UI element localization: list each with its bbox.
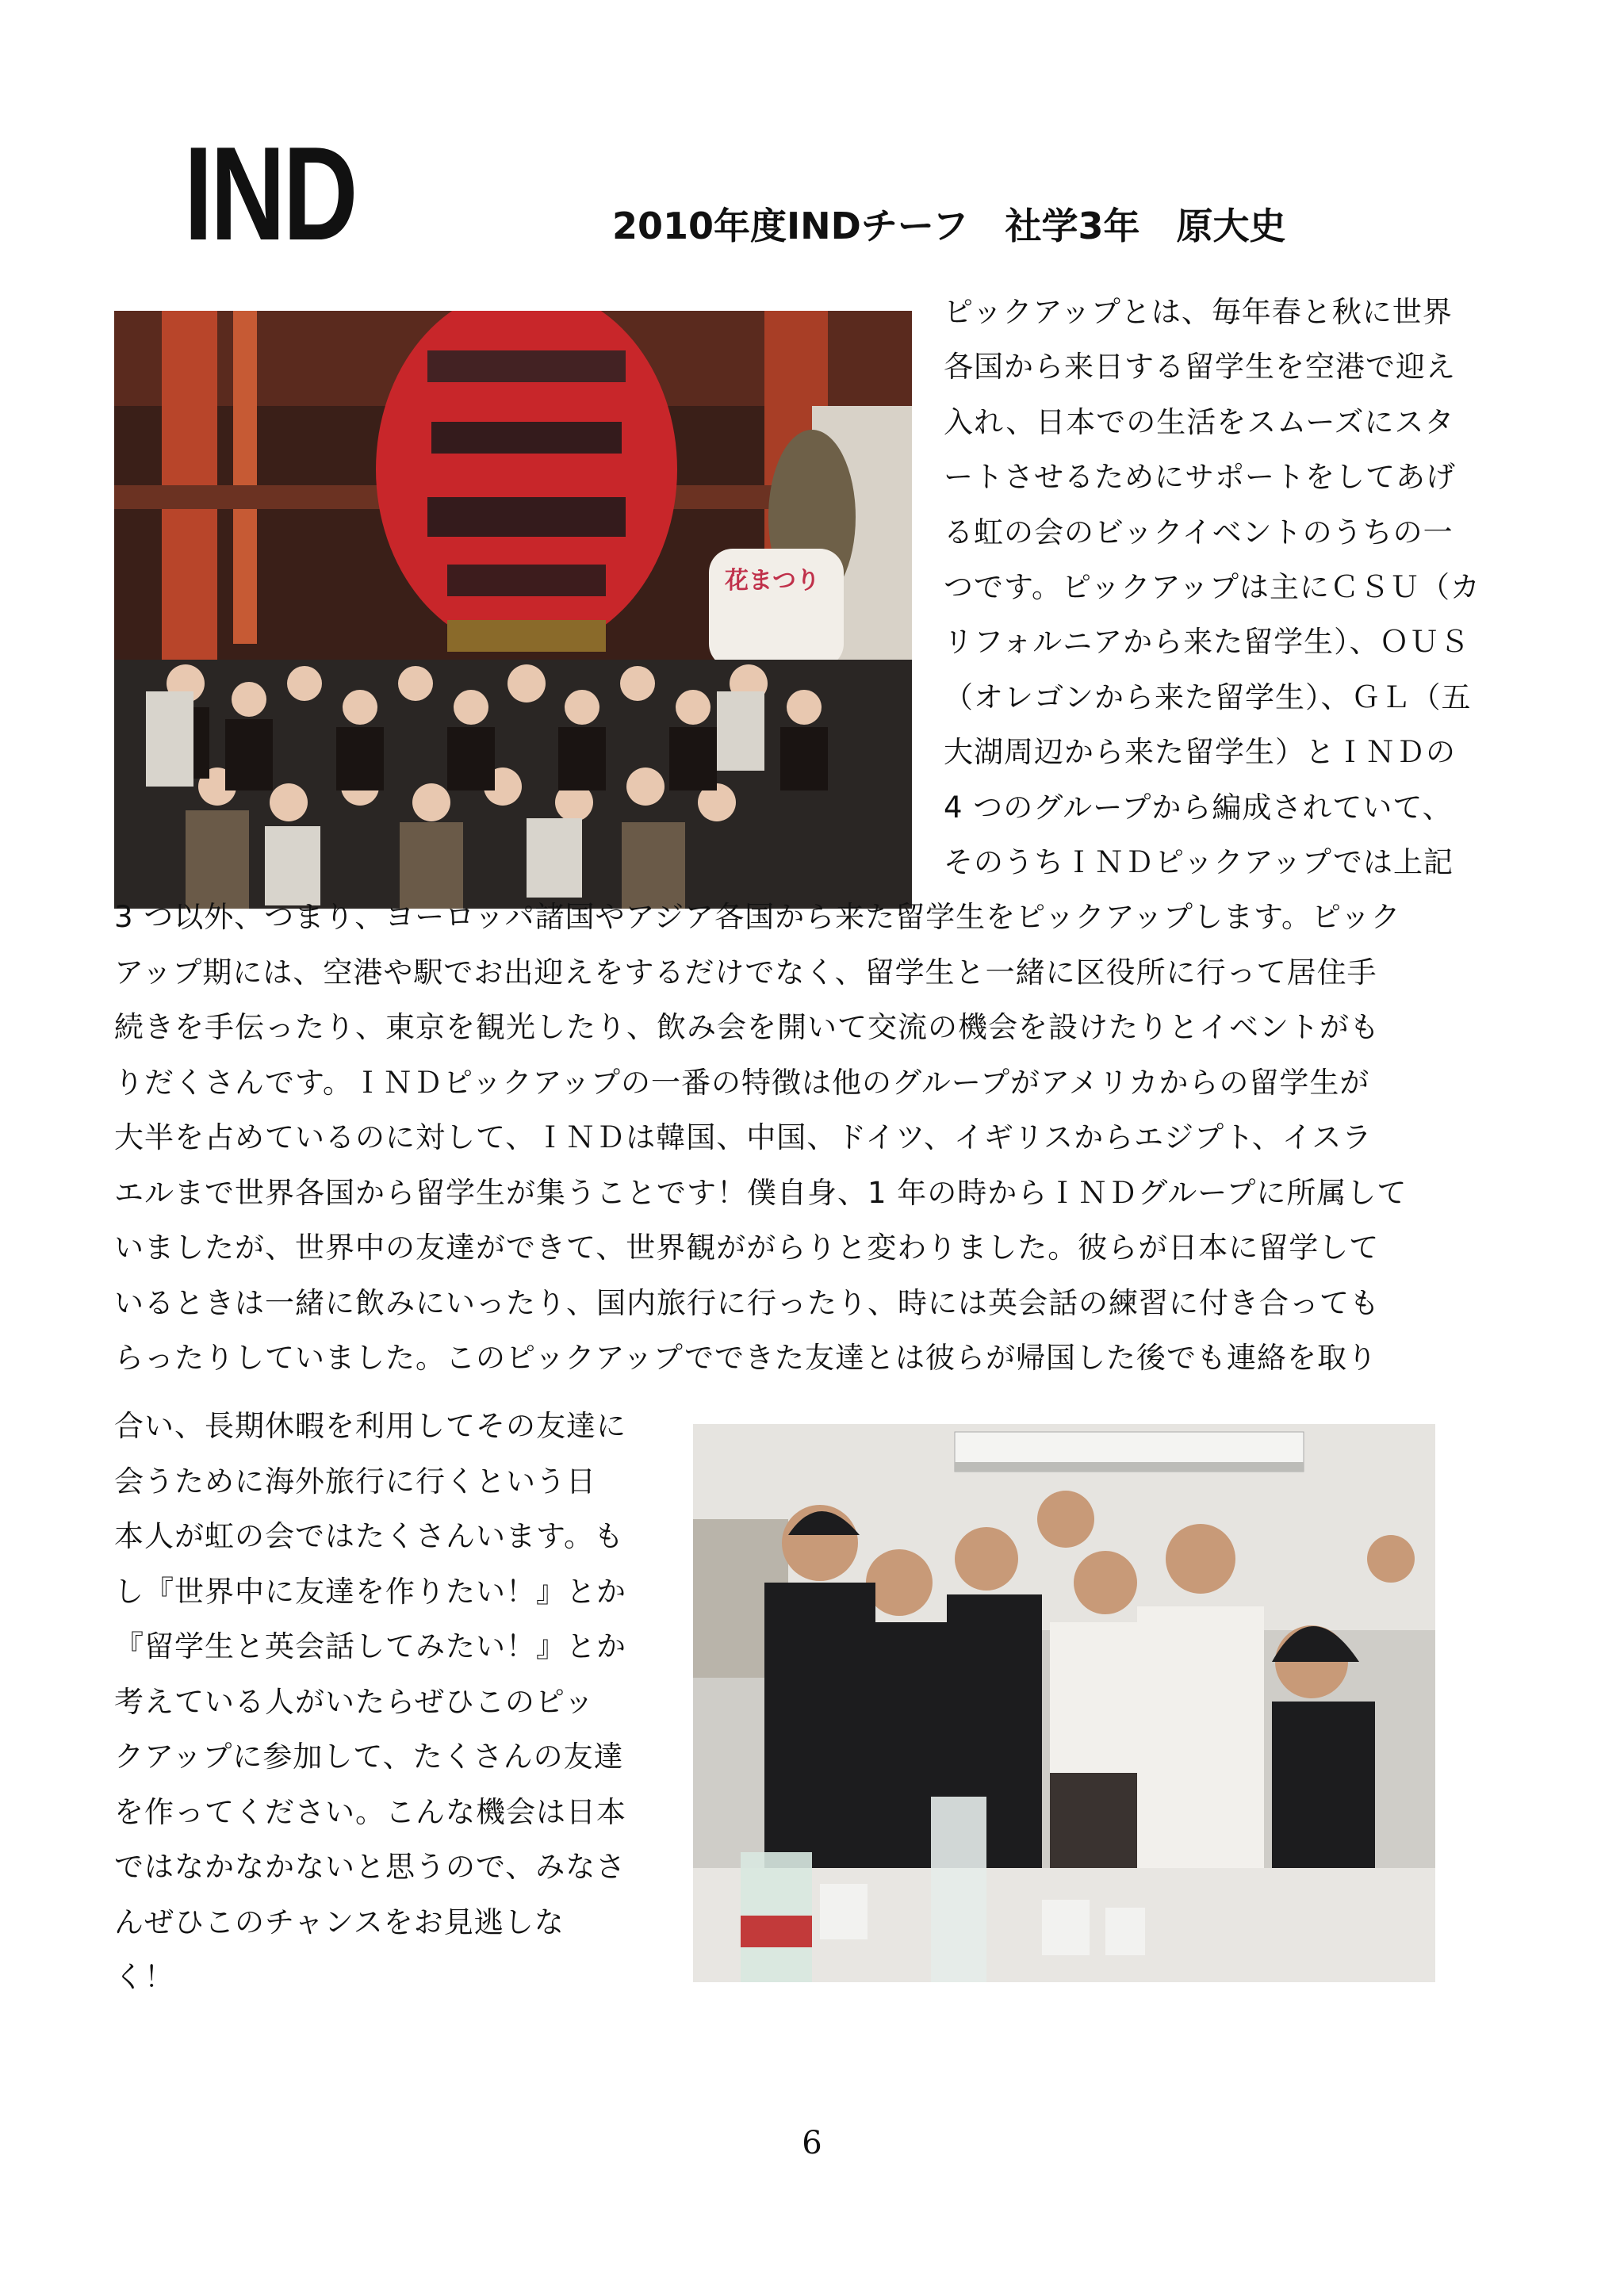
body-line: りだくさんです。ＩＮＤピックアップの一番の特徴は他のグループがアメリカからの留学生が <box>114 1066 1370 1100</box>
body-line: んぜひこのチャンスをお見逃しな <box>114 1905 565 1939</box>
group-photo-temple <box>114 311 912 909</box>
page-number: 6 <box>802 2125 822 2161</box>
body-line: ートさせるためにサポートをしてあげ <box>944 460 1456 494</box>
group-photo-party <box>693 1424 1435 1982</box>
body-line: 会うために海外旅行に行くという日 <box>114 1464 596 1499</box>
body-line: つです。ピックアップは主にＣＳＵ（カ <box>944 570 1480 604</box>
body-line: 大湖周辺から来た留学生）とＩＮＤの <box>944 735 1456 769</box>
body-line: リフォルニアから来た留学生）、ＯＵＳ <box>944 625 1470 659</box>
author-subtitle: 2010年度INDチーフ 社学3年 原大史 <box>612 205 1286 247</box>
body-line: 本人が虹の会ではたくさんいます。も <box>114 1519 625 1553</box>
flower-festival-sign: 花まつり <box>725 567 820 595</box>
body-line: し『世界中に友達を作りたい！』とか <box>114 1575 626 1609</box>
body-line: らったりしていました。このピックアップでできた友達とは彼らが帰国した後でも連絡を取り <box>114 1341 1378 1375</box>
body-line: 4 つのグループから編成されていて、 <box>944 790 1453 825</box>
body-line: いましたが、世界中の友達ができて、世界観ががらりと変わりました。彼らが日本に留学して <box>114 1231 1380 1265</box>
page-title: IND <box>184 119 356 268</box>
body-line: を作ってください。こんな機会は日本 <box>114 1795 626 1829</box>
body-line: 『留学生と英会話してみたい！』とか <box>114 1629 626 1663</box>
body-line: 続きを手伝ったり、東京を観光したり、飲み会を開いて交流の機会を設けたりとイベントがも <box>114 1010 1380 1044</box>
body-line: エルまで世界各国から留学生が集うことです！僕自身、1 年の時からＩＮＤグループに所属して <box>114 1176 1408 1210</box>
body-line: 考えている人がいたらぜひこのピッ <box>114 1685 595 1719</box>
body-line: 3 つ以外、つまり、ヨーロッパ諸国やアジア各国から来た留学生をピックアップします。ピック <box>114 900 1401 934</box>
body-line: いるときは一緒に飲みにいったり、国内旅行に行ったり、時には英会話の練習に付き合っても <box>114 1286 1380 1320</box>
body-line: 各国から来日する留学生を空港で迎え <box>944 350 1456 384</box>
body-line: そのうちＩＮＤピックアップでは上記 <box>944 845 1454 879</box>
body-line: ピックアップとは、毎年春と秋に世界 <box>944 295 1453 329</box>
body-line: ではなかなかないと思うので、みなさ <box>114 1850 626 1884</box>
body-line: 大半を占めているのに対して、ＩＮＤは韓国、中国、ドイツ、イギリスからエジプト、イスラ <box>114 1120 1373 1154</box>
body-line: る虹の会のビックイベントのうちの一 <box>944 515 1454 549</box>
body-line: （オレゴンから来た留学生）、ＧＬ（五 <box>944 680 1472 714</box>
body-line: アップ期には、空港や駅でお出迎えをするだけでなく、留学生と一緒に区役所に行って居住手 <box>114 955 1377 990</box>
body-line: 合い、長期休暇を利用してその友達に <box>114 1409 626 1443</box>
body-line: クアップに参加して、たくさんの友達 <box>114 1740 624 1774</box>
body-line: 入れ、日本での生活をスムーズにスタ <box>944 405 1455 439</box>
body-line: く！ <box>114 1960 174 1994</box>
